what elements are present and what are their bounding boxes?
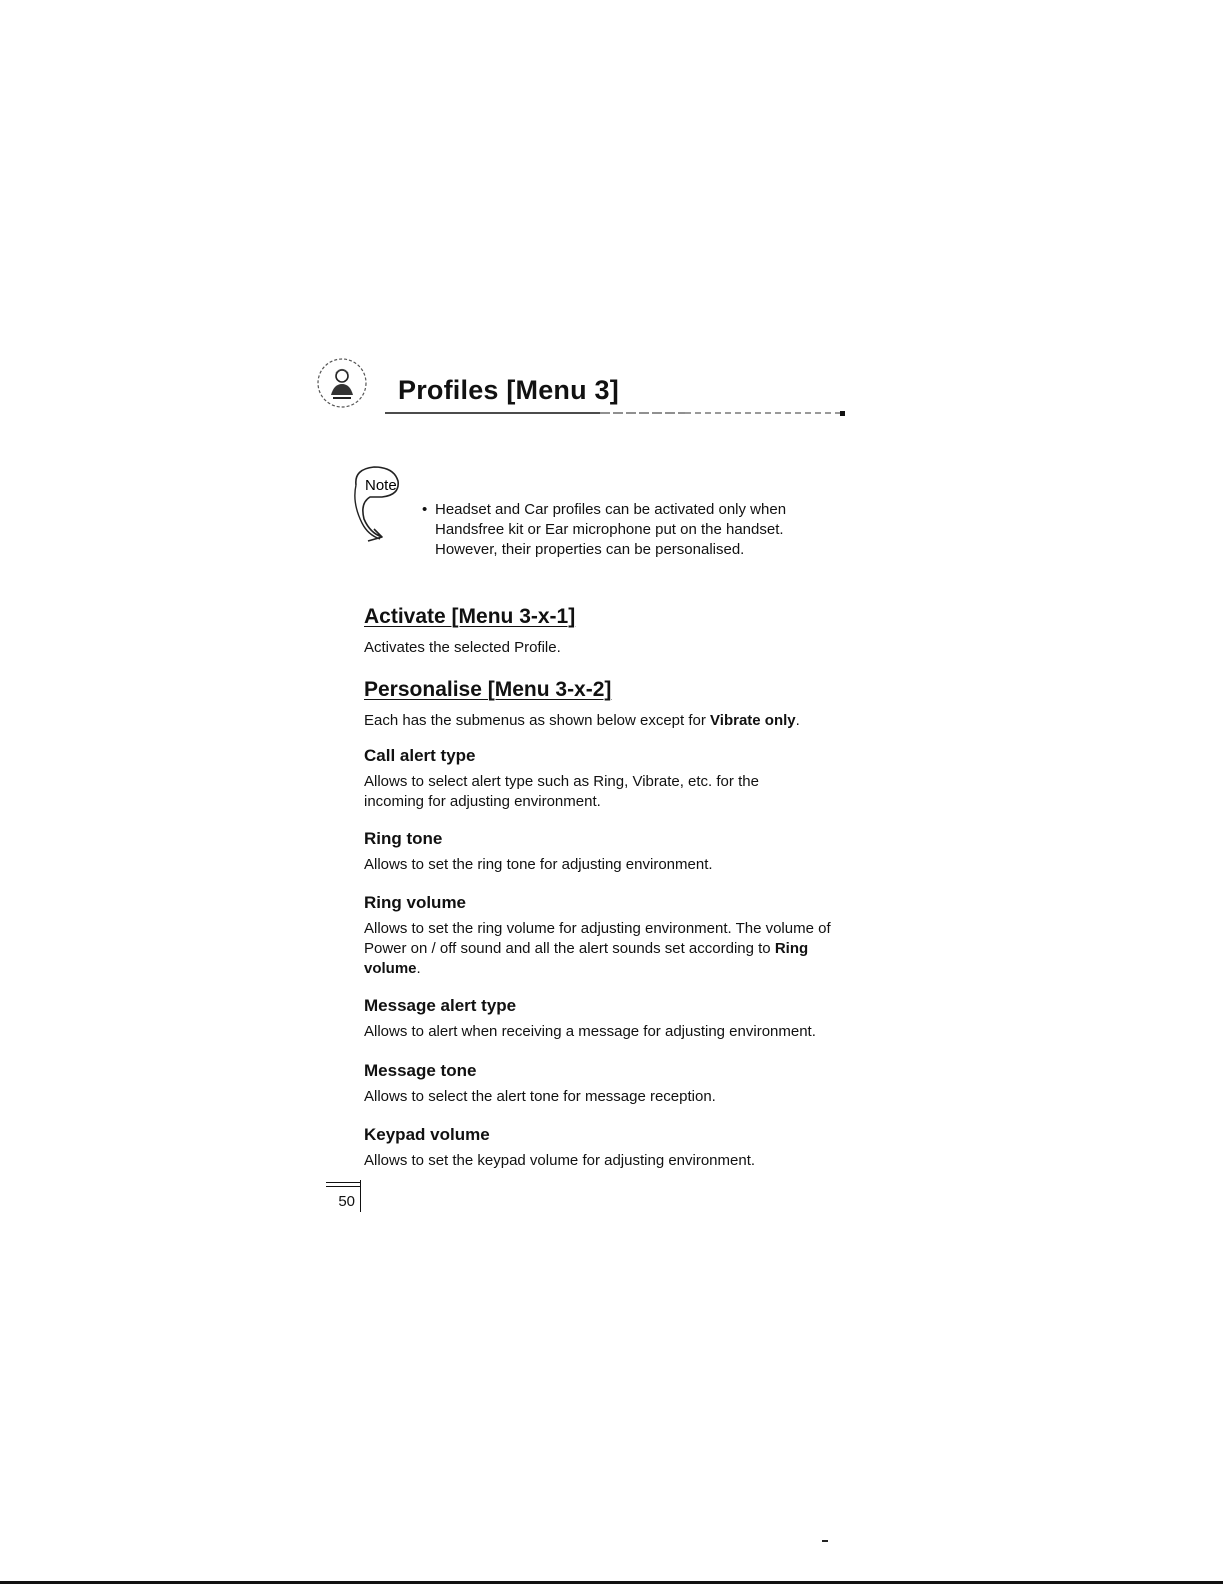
call-alert-type-text: Allows to select alert type such as Ring, Vibrate, etc. for the incoming for adjusting environment. [364, 773, 759, 810]
note-line-1: Headset and Car profiles can be activated only when [435, 501, 787, 518]
bullet-icon: • [422, 501, 428, 518]
message-alert-type-section [364, 995, 854, 1042]
ring-tone-text: Allows to set the ring tone for adjusting environment. [364, 856, 713, 873]
page-number: 50 [338, 1193, 355, 1210]
ring-volume-heading: Ring volume [364, 893, 467, 912]
ring-tone-section [364, 828, 854, 875]
message-tone-section [364, 1060, 854, 1107]
activate-heading: Activate [Menu 3-x-1] [364, 605, 576, 628]
keypad-volume-text: Allows to set the keypad volume for adjusting environment. [364, 1152, 756, 1169]
ring-volume-text: Allows to set the ring volume for adjusting environment. The volume of Power on / off sound and all the alert sounds set according to Ring volume. [364, 920, 831, 977]
scan-mark [822, 1540, 828, 1542]
message-tone-text: Allows to select the alert tone for message reception. [364, 1088, 716, 1105]
note-line-2: Handsfree kit or Ear microphone put on the handset. [435, 521, 784, 538]
note-arrow-icon [350, 463, 430, 553]
personalise-heading: Personalise [Menu 3-x-2] [364, 678, 612, 701]
note-line-3: However, their properties can be personalised. [435, 541, 745, 558]
ring-tone-heading: Ring tone [364, 829, 443, 848]
personalise-text: Each has the submenus as shown below except for Vibrate only. [364, 712, 800, 729]
activate-section [364, 604, 854, 658]
note-list [422, 500, 842, 560]
call-alert-type-heading: Call alert type [364, 746, 476, 765]
message-alert-type-heading: Message alert type [364, 996, 517, 1015]
message-tone-heading: Message tone [364, 1061, 477, 1080]
keypad-volume-heading: Keypad volume [364, 1125, 490, 1144]
personalise-section [364, 677, 854, 731]
title-rule [385, 410, 848, 418]
page-title: Profiles [Menu 3] [398, 375, 619, 405]
note-label: Note [365, 477, 397, 494]
keypad-volume-section [364, 1124, 854, 1171]
note-item [422, 500, 842, 560]
activate-text: Activates the selected Profile. [364, 639, 561, 656]
ring-volume-section [364, 892, 854, 979]
call-alert-type-section [364, 745, 854, 812]
message-alert-type-text: Allows to alert when receiving a message for adjusting environment. [364, 1023, 816, 1040]
page-number-box [326, 1180, 361, 1212]
page-number-rule [326, 1182, 360, 1187]
profile-person-icon [314, 355, 370, 411]
